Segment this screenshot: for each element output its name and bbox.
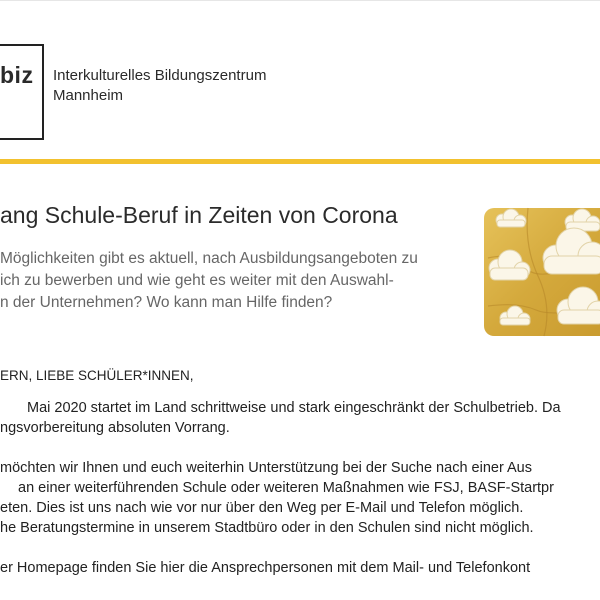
body-line: er Homepage finden Sie hier die Ansprechpersonen mit dem Mail- und Telefonkont — [0, 560, 531, 576]
organization-name-line2: Mannheim — [53, 87, 124, 104]
article-body — [0, 398, 600, 578]
paragraph-gap — [0, 438, 600, 458]
body-line: ngsvorbereitung absoluten Vorrang. — [0, 420, 230, 436]
article-headline: ang Schule-Beruf in Zeiten von Corona — [0, 202, 398, 228]
greeting: ERN, LIEBE SCHÜLER*INNEN, — [0, 368, 194, 383]
body-line: möchten wir Ihnen und euch weiterhin Unterstützung bei der Suche nach einer Aus — [0, 460, 532, 476]
accent-bar — [0, 159, 600, 164]
article-lead — [0, 248, 450, 314]
lead-line: ich zu bewerben und wie geht es weiter mit den Auswahl- — [0, 272, 394, 289]
body-line: eten. Dies ist uns nach wie vor nur über den Weg per E-Mail und Telefon möglich. — [0, 500, 524, 516]
body-line: an einer weiterführenden Schule oder weiteren Maßnahmen wie FSJ, BASF-Startpr — [18, 480, 554, 496]
organization-name-line1: Interkulturelles Bildungszentrum — [53, 67, 267, 84]
logo[interactable]: biz — [0, 62, 34, 88]
paragraph-gap — [0, 538, 600, 558]
organization-name — [53, 66, 266, 106]
lead-line: Möglichkeiten gibt es aktuell, nach Ausbildungsangeboten zu — [0, 250, 418, 267]
lead-line: n der Unternehmen? Wo kann man Hilfe finden? — [0, 294, 333, 311]
top-divider — [0, 0, 600, 1]
body-line: he Beratungstermine in unserem Stadtbüro oder in den Schulen sind nicht möglich. — [0, 520, 534, 536]
logo-frame — [0, 44, 44, 140]
cloud-puzzle-icon — [484, 206, 600, 338]
body-line: Mai 2020 startet im Land schrittweise und stark eingeschränkt der Schulbetrieb. Da — [27, 400, 561, 416]
